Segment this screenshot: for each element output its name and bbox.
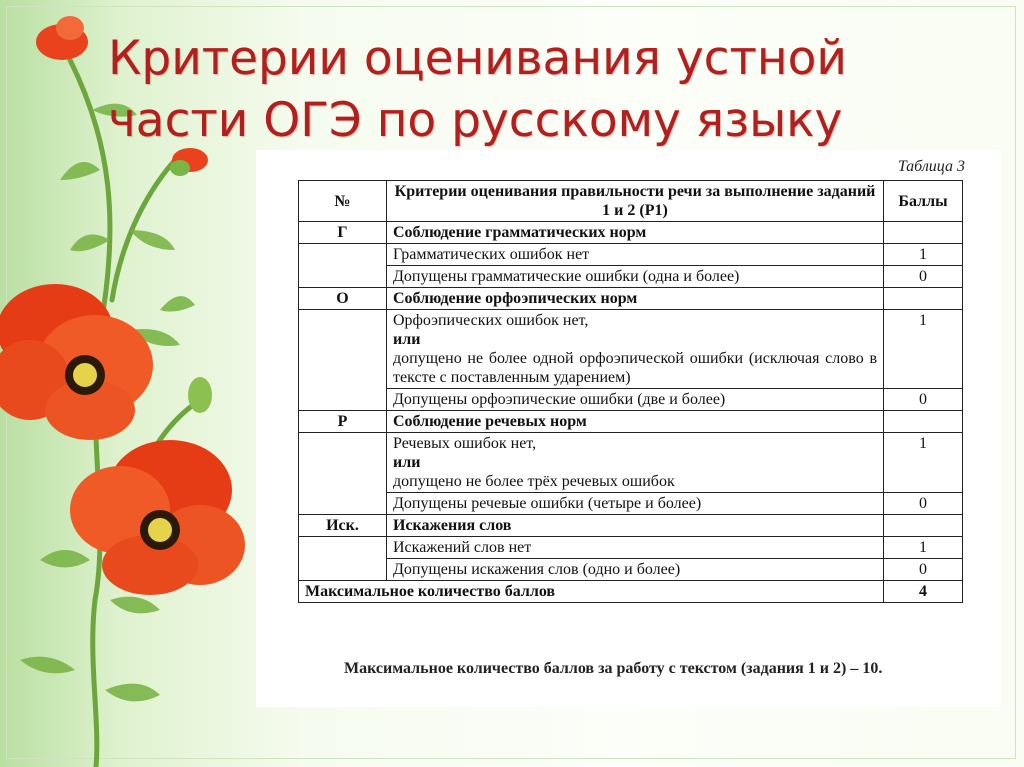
criterion-text: Допущены речевые ошибки (четыре и более) xyxy=(387,493,884,515)
table-row xyxy=(299,389,963,411)
table-row xyxy=(299,244,963,266)
slide-title: Критерии оценивания устной части ОГЭ по русскому языку xyxy=(108,31,847,148)
criterion-text: Искажений слов нет xyxy=(387,537,884,559)
total-score: 4 xyxy=(884,581,963,603)
empty-cell xyxy=(299,244,387,288)
section-code: О xyxy=(299,288,387,310)
table-row xyxy=(299,266,963,288)
empty-cell xyxy=(884,222,963,244)
section-code: Иск. xyxy=(299,515,387,537)
section-row xyxy=(299,222,963,244)
table-caption: Таблица 3 xyxy=(897,158,965,175)
total-label: Максимальное количество баллов xyxy=(299,581,884,603)
criterion-score: 1 xyxy=(884,244,963,266)
empty-cell xyxy=(299,433,387,515)
empty-cell xyxy=(884,288,963,310)
scanned-document xyxy=(256,150,1001,707)
section-row xyxy=(299,411,963,433)
table-row xyxy=(299,559,963,581)
criterion-line: Речевых ошибок нет, xyxy=(393,435,537,452)
criteria-table xyxy=(298,180,963,603)
section-row xyxy=(299,288,963,310)
section-name: Искажения слов xyxy=(387,515,884,537)
max-score-note: Максимальное количество баллов за работу с текстом (задания 1 и 2) – 10. xyxy=(344,660,883,677)
table-row xyxy=(299,537,963,559)
section-code: Г xyxy=(299,222,387,244)
section-code: Р xyxy=(299,411,387,433)
criterion-score: 1 xyxy=(884,310,963,389)
section-name: Соблюдение орфоэпических норм xyxy=(387,288,884,310)
criterion-line: допущено не более трёх речевых ошибок xyxy=(393,473,675,490)
header-score: Баллы xyxy=(884,181,963,222)
criterion-score: 0 xyxy=(884,559,963,581)
criterion-text: Допущены грамматические ошибки (одна и более) xyxy=(387,266,884,288)
section-name: Соблюдение грамматических норм xyxy=(387,222,884,244)
empty-cell xyxy=(884,411,963,433)
criterion-line: допущено не более одной орфоэпической ошибки (исключая слово в тексте с поставленным ударением) xyxy=(393,350,877,386)
empty-cell xyxy=(884,515,963,537)
total-row xyxy=(299,581,963,603)
criterion-text: Грамматических ошибок нет xyxy=(387,244,884,266)
table-row xyxy=(299,493,963,515)
section-row xyxy=(299,515,963,537)
criterion-text-multiline xyxy=(387,433,884,493)
header-number: № xyxy=(299,181,387,222)
header-criteria: Критерии оценивания правильности речи за выполнение заданий 1 и 2 (Р1) xyxy=(387,181,884,222)
section-name: Соблюдение речевых норм xyxy=(387,411,884,433)
criterion-or: или xyxy=(393,454,421,471)
empty-cell xyxy=(299,310,387,411)
criterion-score: 1 xyxy=(884,537,963,559)
criterion-line: Орфоэпических ошибок нет, xyxy=(393,312,589,329)
criterion-score: 0 xyxy=(884,266,963,288)
criterion-score: 0 xyxy=(884,389,963,411)
criterion-text: Допущены орфоэпические ошибки (две и более) xyxy=(387,389,884,411)
poppy-bud-top xyxy=(36,16,88,60)
criterion-text-multiline xyxy=(387,310,884,389)
table-row xyxy=(299,433,963,493)
criterion-score: 1 xyxy=(884,433,963,493)
table-row xyxy=(299,310,963,389)
criterion-or: или xyxy=(393,331,421,348)
criterion-text: Допущены искажения слов (одно и более) xyxy=(387,559,884,581)
criterion-score: 0 xyxy=(884,493,963,515)
empty-cell xyxy=(299,537,387,581)
table-header-row xyxy=(299,181,963,222)
poppy-flower-large xyxy=(0,284,153,440)
